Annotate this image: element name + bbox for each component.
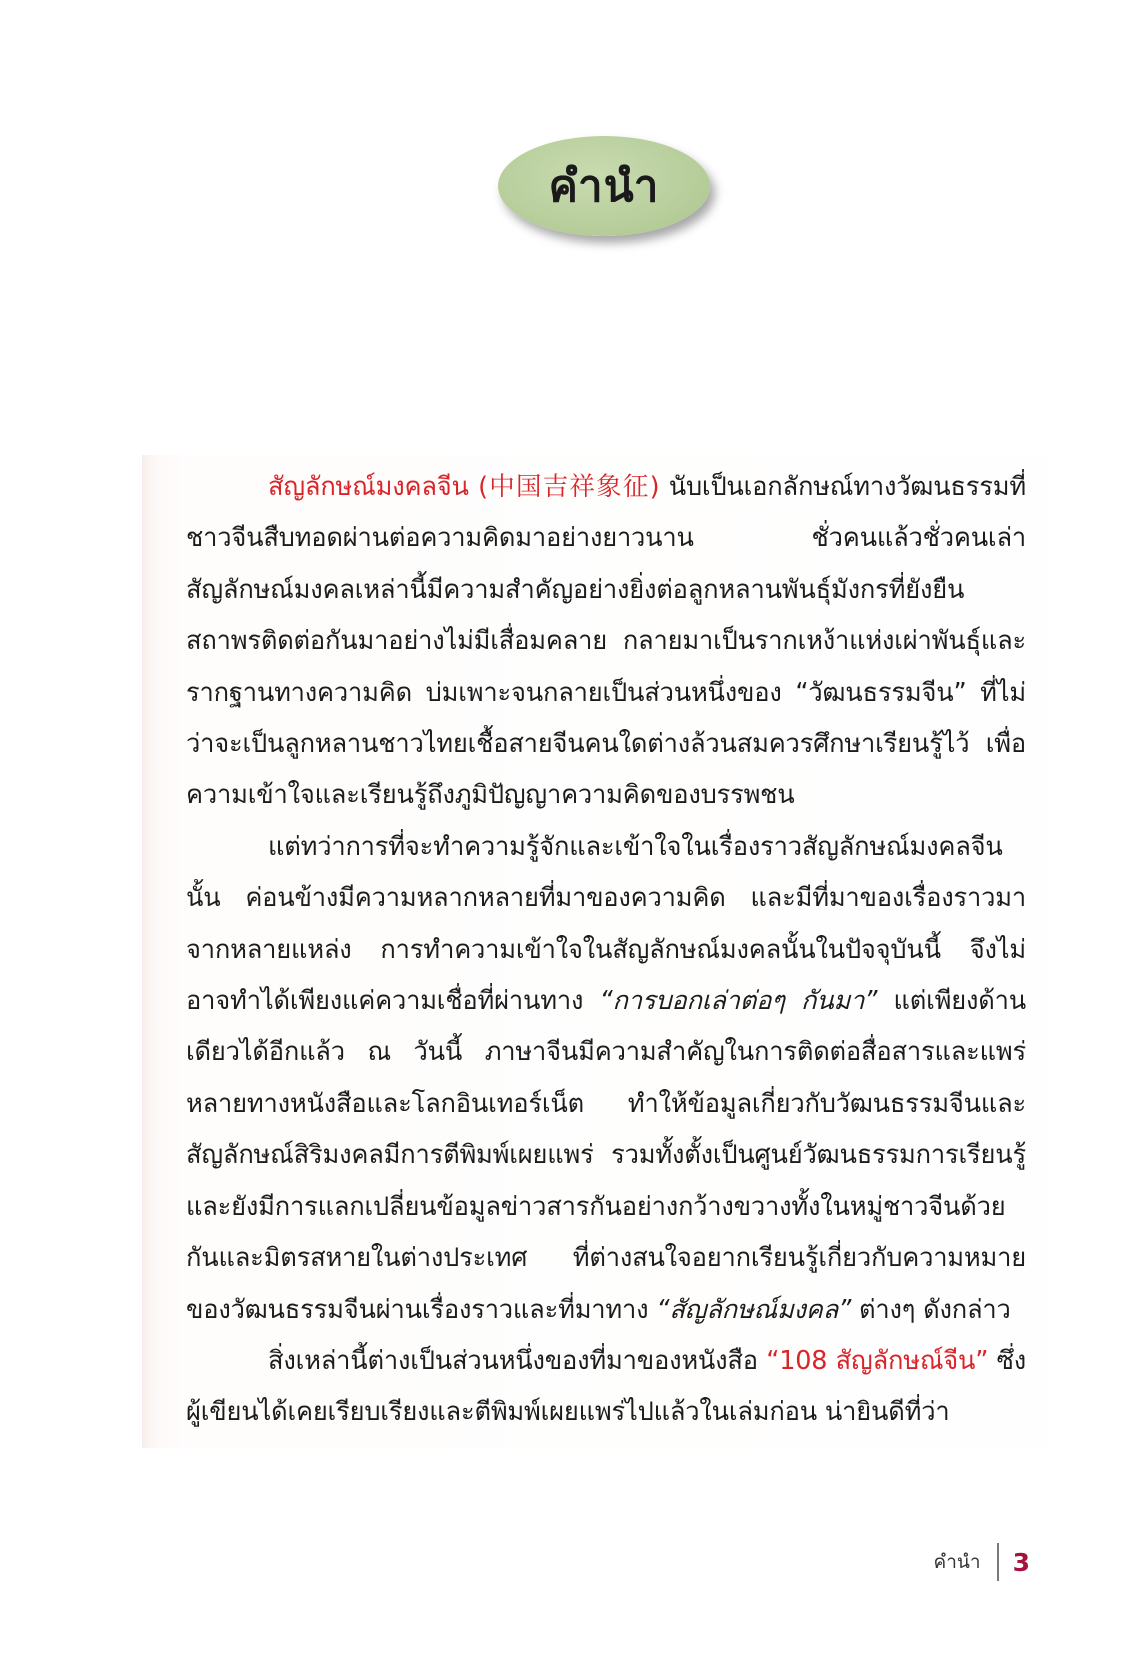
footer-divider	[997, 1543, 999, 1581]
paragraph-1-text: นับเป็นเอกลักษณ์ทางวัฒนธรรมที่ชาวจีนสืบทอดผ่านต่อความคิดมาอย่างยาวนาน ชั่วคนแล้วชั่วคนเล่า สัญลักษณ์มงคลเหล่านี้มีความสำคัญอย่างยิ่งต่อลูกหลานพันธุ์มังกรที่ยังยืนสถาพรติดต่อกันมาอย่างไม่มีเสื่อมคลาย กลายมาเป็นรากเหง้าแห่งเผ่าพันธุ์และรากฐานทางความคิด บ่มเพาะจนกลายเป็นส่วนหนึ่งของ “วัฒนธรรมจีน” ที่ไม่ว่าจะเป็นลูกหลานชาวไทยเชื้อสายจีนคนใดต่างล้วนสมควรศึกษาเรียนรู้ไว้ เพื่อความเข้าใจและเรียนรู้ถึงภูมิปัญญาความคิดของบรรพชน	[186, 472, 1027, 811]
page-number: 3	[1012, 1547, 1030, 1577]
title-badge	[498, 136, 710, 236]
footer-section-label: คำนำ	[933, 1551, 981, 1573]
highlight-chinese-symbols: สัญลักษณ์มงคลจีน (中国吉祥象征)	[268, 472, 660, 502]
paragraph-2-text-c: ต่างๆ ดังกล่าว	[851, 1294, 1011, 1325]
page-footer	[934, 1544, 1030, 1580]
body-text	[186, 462, 1026, 1439]
paragraph-2	[186, 822, 1026, 1336]
paragraph-3-text-a: สิ่งเหล่านี้ต่างเป็นส่วนหนึ่งของที่มาของหนังสือ	[268, 1345, 767, 1376]
italic-quote-2: “สัญลักษณ์มงคล”	[656, 1294, 852, 1325]
italic-quote-1: “การบอกเล่าต่อๆ กันมา”	[599, 986, 878, 1017]
highlight-book-title: “108 สัญลักษณ์จีน”	[766, 1345, 989, 1376]
paragraph-1	[186, 462, 1026, 822]
page-title: คำนำ	[548, 161, 660, 212]
paragraph-2-text-b: แต่เพียงด้านเดียวได้อีกแล้ว ณ วันนี้ ภาษาจีนมีความสำคัญในการติดต่อสื่อสารและแพร่หลายทางหนังสือและโลกอินเทอร์เน็ต ทำให้ข้อมูลเกี่ยวกับวัฒนธรรมจีนและสัญลักษณ์สิริมงคลมีการตีพิมพ์เผยแพร่ รวมทั้งตั้งเป็นศูนย์วัฒนธรรมการเรียนรู้ และยังมีการแลกเปลี่ยนข้อมูลข่าวสารกันอย่างกว้างขวางทั้งในหมู่ชาวจีนด้วยกันและมิตรสหายในต่างประเทศ ที่ต่างสนใจอยากเรียนรู้เกี่ยวกับความหมายของวัฒนธรรมจีนผ่านเรื่องราวและที่มาทาง	[186, 986, 1026, 1325]
paragraph-2-text-a: แต่ทว่าการที่จะทำความรู้จักและเข้าใจในเรื่องราวสัญลักษณ์มงคลจีนนั้น ค่อนข้างมีความหลากหลายที่มาของความคิด และมีที่มาของเรื่องราวมาจากหลายแหล่ง การทำความเข้าใจในสัญลักษณ์มงคลนั้นในปัจจุบันนี้ จึงไม่อาจทำได้เพียงแค่ความเชื่อที่ผ่านทาง	[186, 831, 1026, 1017]
paragraph-3	[186, 1336, 1026, 1439]
paragraph-3-text-b: ซึ่งผู้เขียนได้เคยเรียบเรียงและตีพิมพ์เผยแพร่ไปแล้วในเล่มก่อน น่ายินดีที่ว่า	[186, 1345, 1027, 1428]
